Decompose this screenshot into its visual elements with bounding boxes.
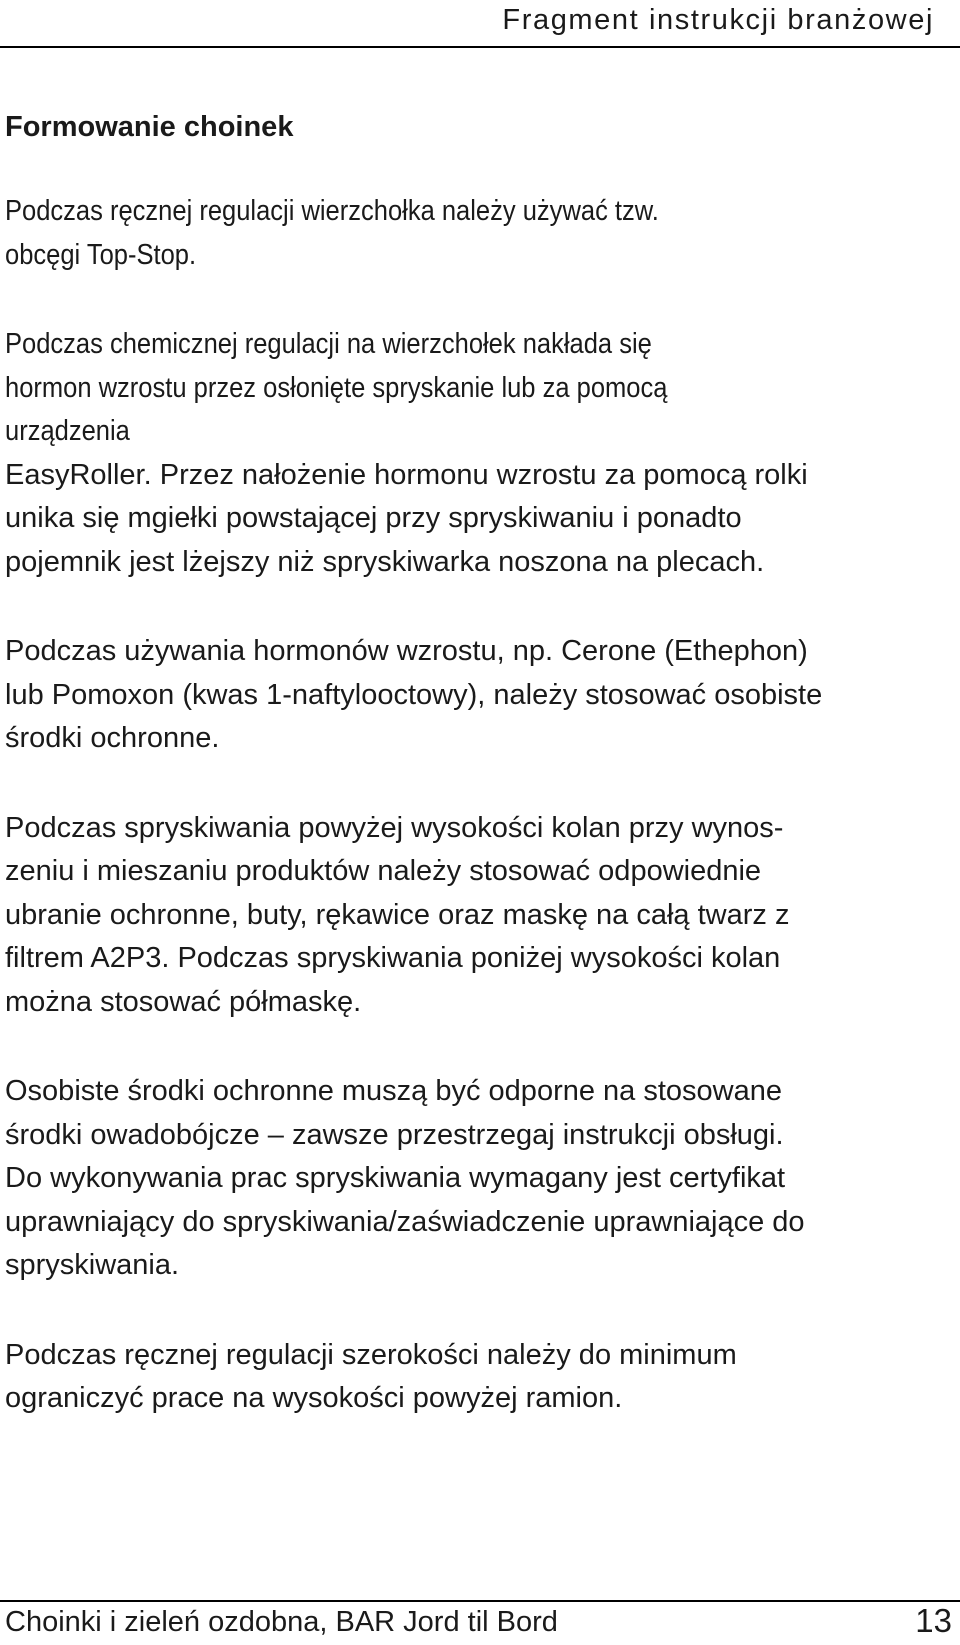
paragraph-easyroller [5, 454, 940, 585]
text-line: hormon wzrostu przez osłonięte spryskanie lub za pomocą [5, 371, 668, 404]
text-line: można stosować półmaskę. [5, 985, 362, 1018]
header-title: Fragment instrukcji branżowej [502, 4, 934, 36]
text-line: Podczas używania hormonów wzrostu, np. Cerone (Ethephon) [5, 635, 808, 667]
text-line: Podczas ręcznej regulacji wierzchołka należy używać tzw. [5, 195, 659, 227]
paragraph-protective-clothing [5, 807, 940, 1025]
page-header [0, 0, 960, 48]
section-title: Formowanie choinek [5, 111, 294, 143]
text-line: ograniczyć prace na wysokości powyżej ramion. [5, 1382, 623, 1414]
text-line: Osobiste środki ochronne muszą być odporne na stosowane [5, 1075, 782, 1107]
paragraph-growth-hormones [5, 630, 940, 761]
paragraph-top-stop [5, 190, 940, 277]
text-line: obcęgi Top-Stop. [5, 238, 197, 271]
text-line: Podczas ręcznej regulacji szerokości należy do minimum [5, 1338, 737, 1371]
text-line: ubranie ochronne, buty, rękawice oraz maskę na całą twarz z [5, 898, 790, 931]
text-line: filtrem A2P3. Podczas spryskiwania poniżej wysokości kolan [5, 942, 781, 974]
text-line: spryskiwania. [5, 1249, 180, 1281]
text-line: uprawniający do spryskiwania/zaświadczenie uprawniające do [5, 1205, 805, 1238]
text-line: Podczas spryskiwania powyżej wysokości kolan przy wynos- [5, 811, 784, 844]
paragraph-width-regulation [5, 1334, 940, 1421]
text-line: środki owadobójcze – zawsze przestrzegaj instrukcji obsługi. [5, 1118, 784, 1151]
page-number: 13 [915, 1602, 952, 1639]
text-line: EasyRoller. Przez nałożenie hormonu wzrostu za pomocą rolki [5, 458, 808, 491]
text-line: urządzenia [5, 415, 130, 447]
page-footer [0, 1600, 960, 1645]
text-line: środki ochronne. [5, 722, 220, 754]
text-line: zeniu i mieszaniu produktów należy stosować odpowiednie [5, 855, 762, 887]
text-line: pojemnik jest lżejszy niż spryskiwarka noszona na plecach. [5, 545, 765, 578]
text-line: lub Pomoxon (kwas 1-naftylooctowy), należy stosować osobiste [5, 678, 823, 711]
document-body [5, 110, 940, 1421]
paragraph-protective-equipment [5, 1070, 940, 1288]
paragraph-chemical-regulation [5, 323, 940, 454]
text-line: Do wykonywania prac spryskiwania wymagany jest certyfikat [5, 1162, 786, 1194]
text-line: Podczas chemicznej regulacji na wierzchołek nakłada się [5, 328, 652, 360]
text-line: unika się mgiełki powstającej przy spryskiwaniu i ponadto [5, 502, 742, 534]
footer-title: Choinki i zieleń ozdobna, BAR Jord til Bord [5, 1606, 558, 1638]
